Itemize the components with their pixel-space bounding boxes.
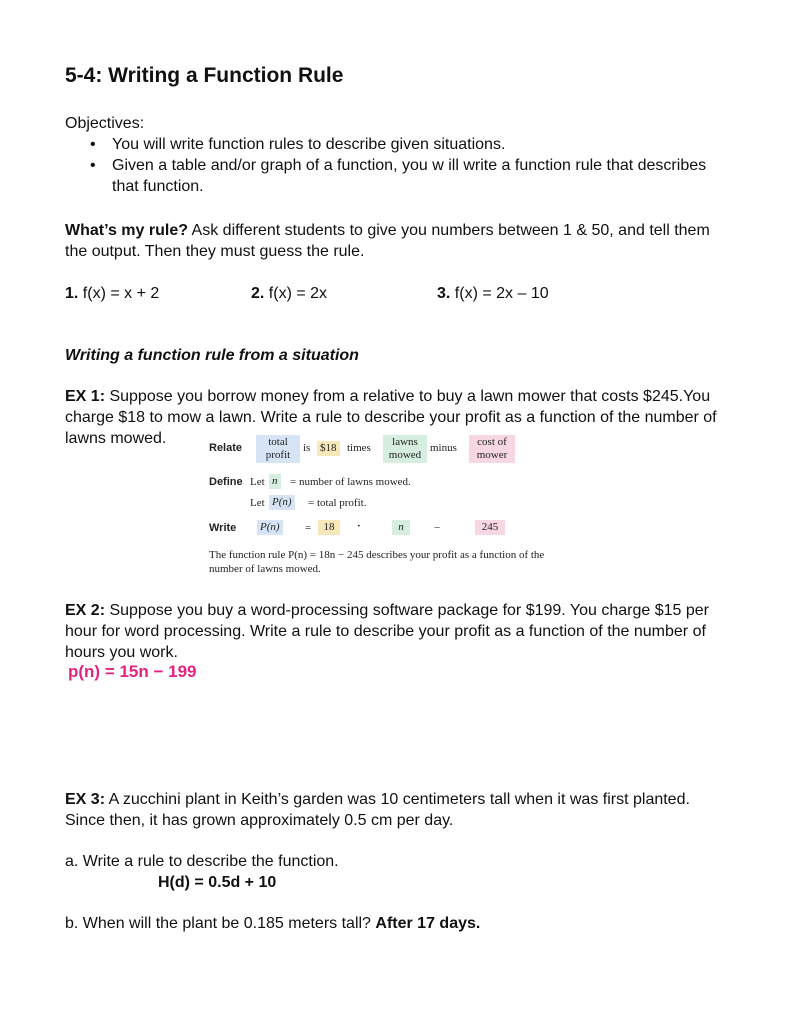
rule-3 xyxy=(437,283,549,304)
ex3-a-question: a. Write a rule to describe the function. xyxy=(65,853,339,870)
is-word: is xyxy=(303,442,311,454)
list-item: • Given a table and/or graph of a function, you w ill write a function rule that describes that function. xyxy=(90,155,710,197)
box-line: cost of xyxy=(477,436,507,448)
ex3-b-question: b. When will the plant be 0.185 meters tall? xyxy=(65,915,376,932)
define-label: Define xyxy=(209,476,243,488)
ex1-label: EX 1: xyxy=(65,388,106,405)
box-line: lawns xyxy=(392,436,418,448)
rule-number: 1. xyxy=(65,285,79,302)
box-line: mower xyxy=(476,449,508,461)
rule-number: 2. xyxy=(251,285,265,302)
objectives-list xyxy=(90,134,710,197)
caption-line: number of lawns mowed. xyxy=(209,563,321,575)
ex2-label: EX 2: xyxy=(65,602,106,619)
rule-number: 3. xyxy=(437,285,451,302)
whats-my-rule xyxy=(65,220,715,262)
whats-my-rule-label: What’s my rule? xyxy=(65,222,188,239)
let-word: Let xyxy=(250,476,265,488)
write-dot: · xyxy=(357,520,361,532)
define-pn-text: = total profit. xyxy=(308,497,367,509)
box-line: mowed xyxy=(388,449,422,461)
rule-2 xyxy=(251,283,327,304)
ex3-a-answer: H(d) = 0.5d + 10 xyxy=(158,874,277,891)
ex2-answer: p(n) = 15n − 199 xyxy=(68,662,197,681)
define-n-text: = number of lawns mowed. xyxy=(290,476,411,488)
ex2 xyxy=(65,600,730,663)
box-line: total xyxy=(268,436,288,448)
times-word: times xyxy=(347,442,371,454)
ex3-label: EX 3: xyxy=(65,791,106,808)
rule-expression: f(x) = 2x xyxy=(264,285,328,302)
write-label: Write xyxy=(209,522,237,534)
caption-line: The function rule P(n) = 18n − 245 describes your profit as a function of the xyxy=(209,549,545,561)
minus-word: minus xyxy=(430,442,457,454)
rule-expression: f(x) = x + 2 xyxy=(78,285,160,302)
worked-example-figure xyxy=(205,432,605,580)
ex3 xyxy=(65,789,730,831)
ex3-b-answer: After 17 days. xyxy=(375,915,481,932)
total-profit-box xyxy=(256,435,300,463)
section-heading: Writing a function rule from a situation xyxy=(65,347,359,364)
pn-box: P(n) xyxy=(269,495,295,510)
let-word: Let xyxy=(250,497,265,509)
lawns-mowed-box xyxy=(383,435,427,463)
write-minus: − xyxy=(434,522,441,534)
relate-label: Relate xyxy=(209,442,243,454)
figure-caption xyxy=(209,548,605,576)
page-title: 5-4: Writing a Function Rule xyxy=(65,64,344,87)
write-18-box: 18 xyxy=(318,520,340,535)
ex1-text: Suppose you borrow money from a relative to buy a lawn mower that costs $245.You charge $18 to mow a lawn. Write a rule to describe your profit as a function of the number of lawns mowed. xyxy=(65,388,717,447)
rule-expression: f(x) = 2x – 10 xyxy=(450,285,549,302)
write-n-box: n xyxy=(392,520,410,535)
n-box: n xyxy=(269,474,281,489)
ex3-text: A zucchini plant in Keith’s garden was 10 centimeters tall when it was first planted. Since then, it has grown approximately 0.5 cm per day. xyxy=(65,791,690,829)
rule-1 xyxy=(65,283,159,304)
whats-my-rule-text: Ask different students to give you numbers between 1 & 50, and tell them the output. Then they must guess the rule. xyxy=(65,222,710,260)
eighteen-box: $18 xyxy=(317,441,340,456)
write-equals: = xyxy=(305,522,312,534)
cost-of-mower-box xyxy=(469,435,515,463)
list-item: • You will write function rules to describe given situations. xyxy=(90,134,710,155)
write-pn-box: P(n) xyxy=(257,520,283,535)
ex3-b xyxy=(65,913,480,934)
write-245-box: 245 xyxy=(475,520,505,535)
objectives-heading: Objectives: xyxy=(65,115,145,132)
box-line: profit xyxy=(265,449,291,461)
ex2-text: Suppose you buy a word-processing software package for $199. You charge $15 per hour for word processing. Write a rule to describe your profit as a function of the number of hours you work. xyxy=(65,602,709,661)
